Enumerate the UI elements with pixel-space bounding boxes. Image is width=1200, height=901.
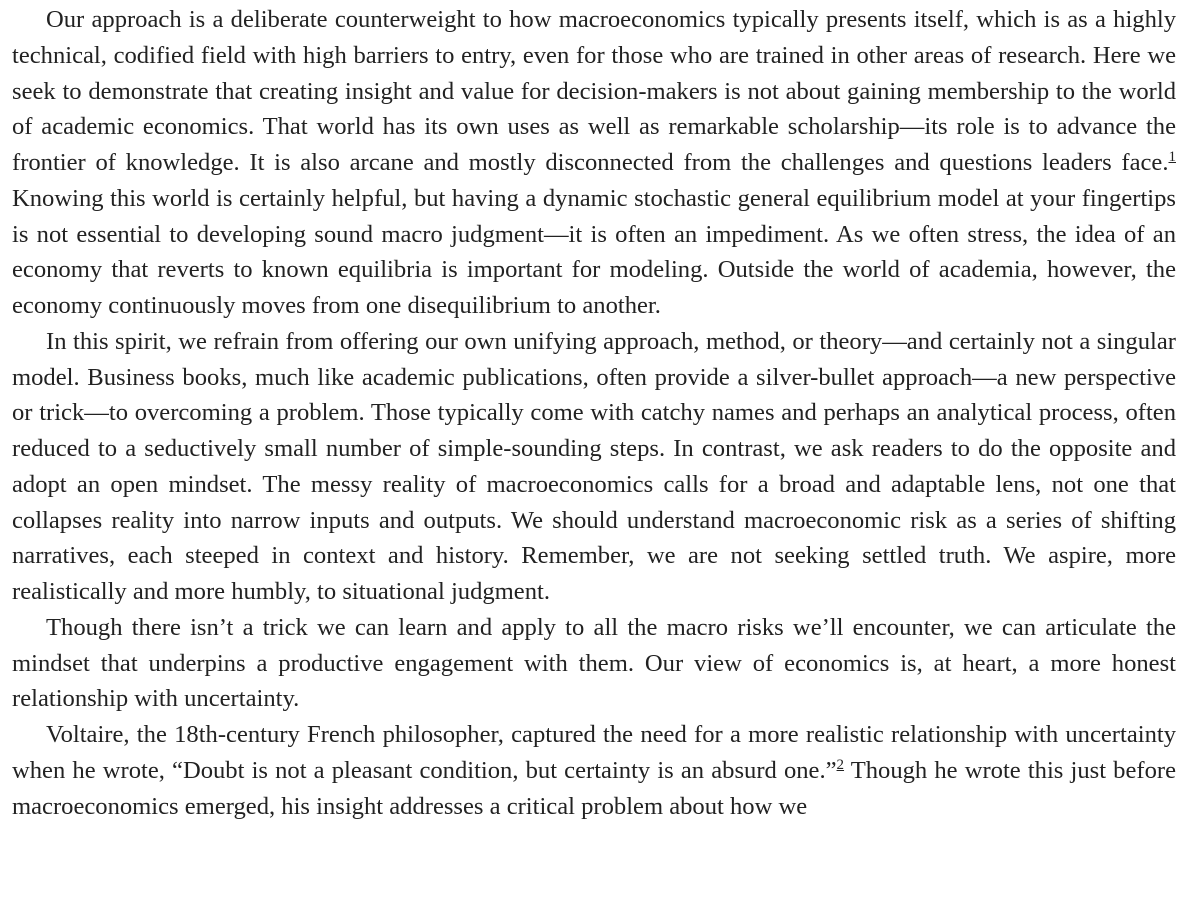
- paragraph: [12, 324, 1176, 610]
- paragraph: [12, 610, 1176, 717]
- paragraph-text: In this spirit, we refrain from offering our own unifying approach, method, or theory—and certainly not a singular model. Business books, much like academic publications, often provide a silver-bullet approach—a new perspective or trick—to overcoming a problem. Those typically come with catchy names and perhaps an analytical process, often reduced to a seductively small number of simple-sounding steps. In contrast, we ask readers to do the opposite and adopt an open mindset. The messy reality of macroeconomics calls for a broad and adaptable lens, not one that collapses reality into narrow inputs and outputs. We should understand macroeconomic risk as a series of shifting narratives, each steeped in context and history. Remember, we are not seeking settled truth. We aspire, more realistically and more humbly, to situational judgment.: [12, 327, 1176, 605]
- footnote-reference-link[interactable]: 1: [1168, 148, 1176, 165]
- paragraph-text: Though he wrote this just before macroeconomics emerged, his insight addresses a critical problem about how we: [12, 756, 1176, 820]
- paragraph-text: Though there isn’t a trick we can learn and apply to all the macro risks we’ll encounter, we can articulate the mindset that underpins a productive engagement with them. Our view of economics is, at heart, a more honest relationship with uncertainty.: [12, 613, 1176, 713]
- paragraph-text: Voltaire, the 18th-century French philosopher, captured the need for a more realistic relationship with uncertainty when he wrote, “Doubt is not a pleasant condition, but certainty is an absurd one.”: [12, 721, 1176, 784]
- paragraph: [12, 2, 1176, 324]
- book-page: [12, 0, 1176, 824]
- paragraph-text: Knowing this world is certainly helpful, but having a dynamic stochastic general equilibrium model at your fingertips is not essential to developing sound macro judgment—it is often an impediment. As we often stress, the idea of an economy that reverts to known equilibria is important for modeling. Outside the world of academia, however, the economy continuously moves from one disequilibrium to another.: [12, 184, 1176, 319]
- footnote-reference-link[interactable]: 2: [836, 756, 845, 773]
- paragraph-text: Our approach is a deliberate counterweight to how macroeconomics typically presents itself, which is as a highly technical, codified field with high barriers to entry, even for those who are trained in other areas of research. Here we seek to demonstrate that creating insight and value for decision-makers is not about gaining membership to the world of academic economics. That world has its own uses as well as remarkable scholarship—its role is to advance the frontier of knowledge. It is also arcane and mostly disconnected from the challenges and questions leaders face.: [12, 6, 1176, 176]
- paragraph: [12, 717, 1176, 824]
